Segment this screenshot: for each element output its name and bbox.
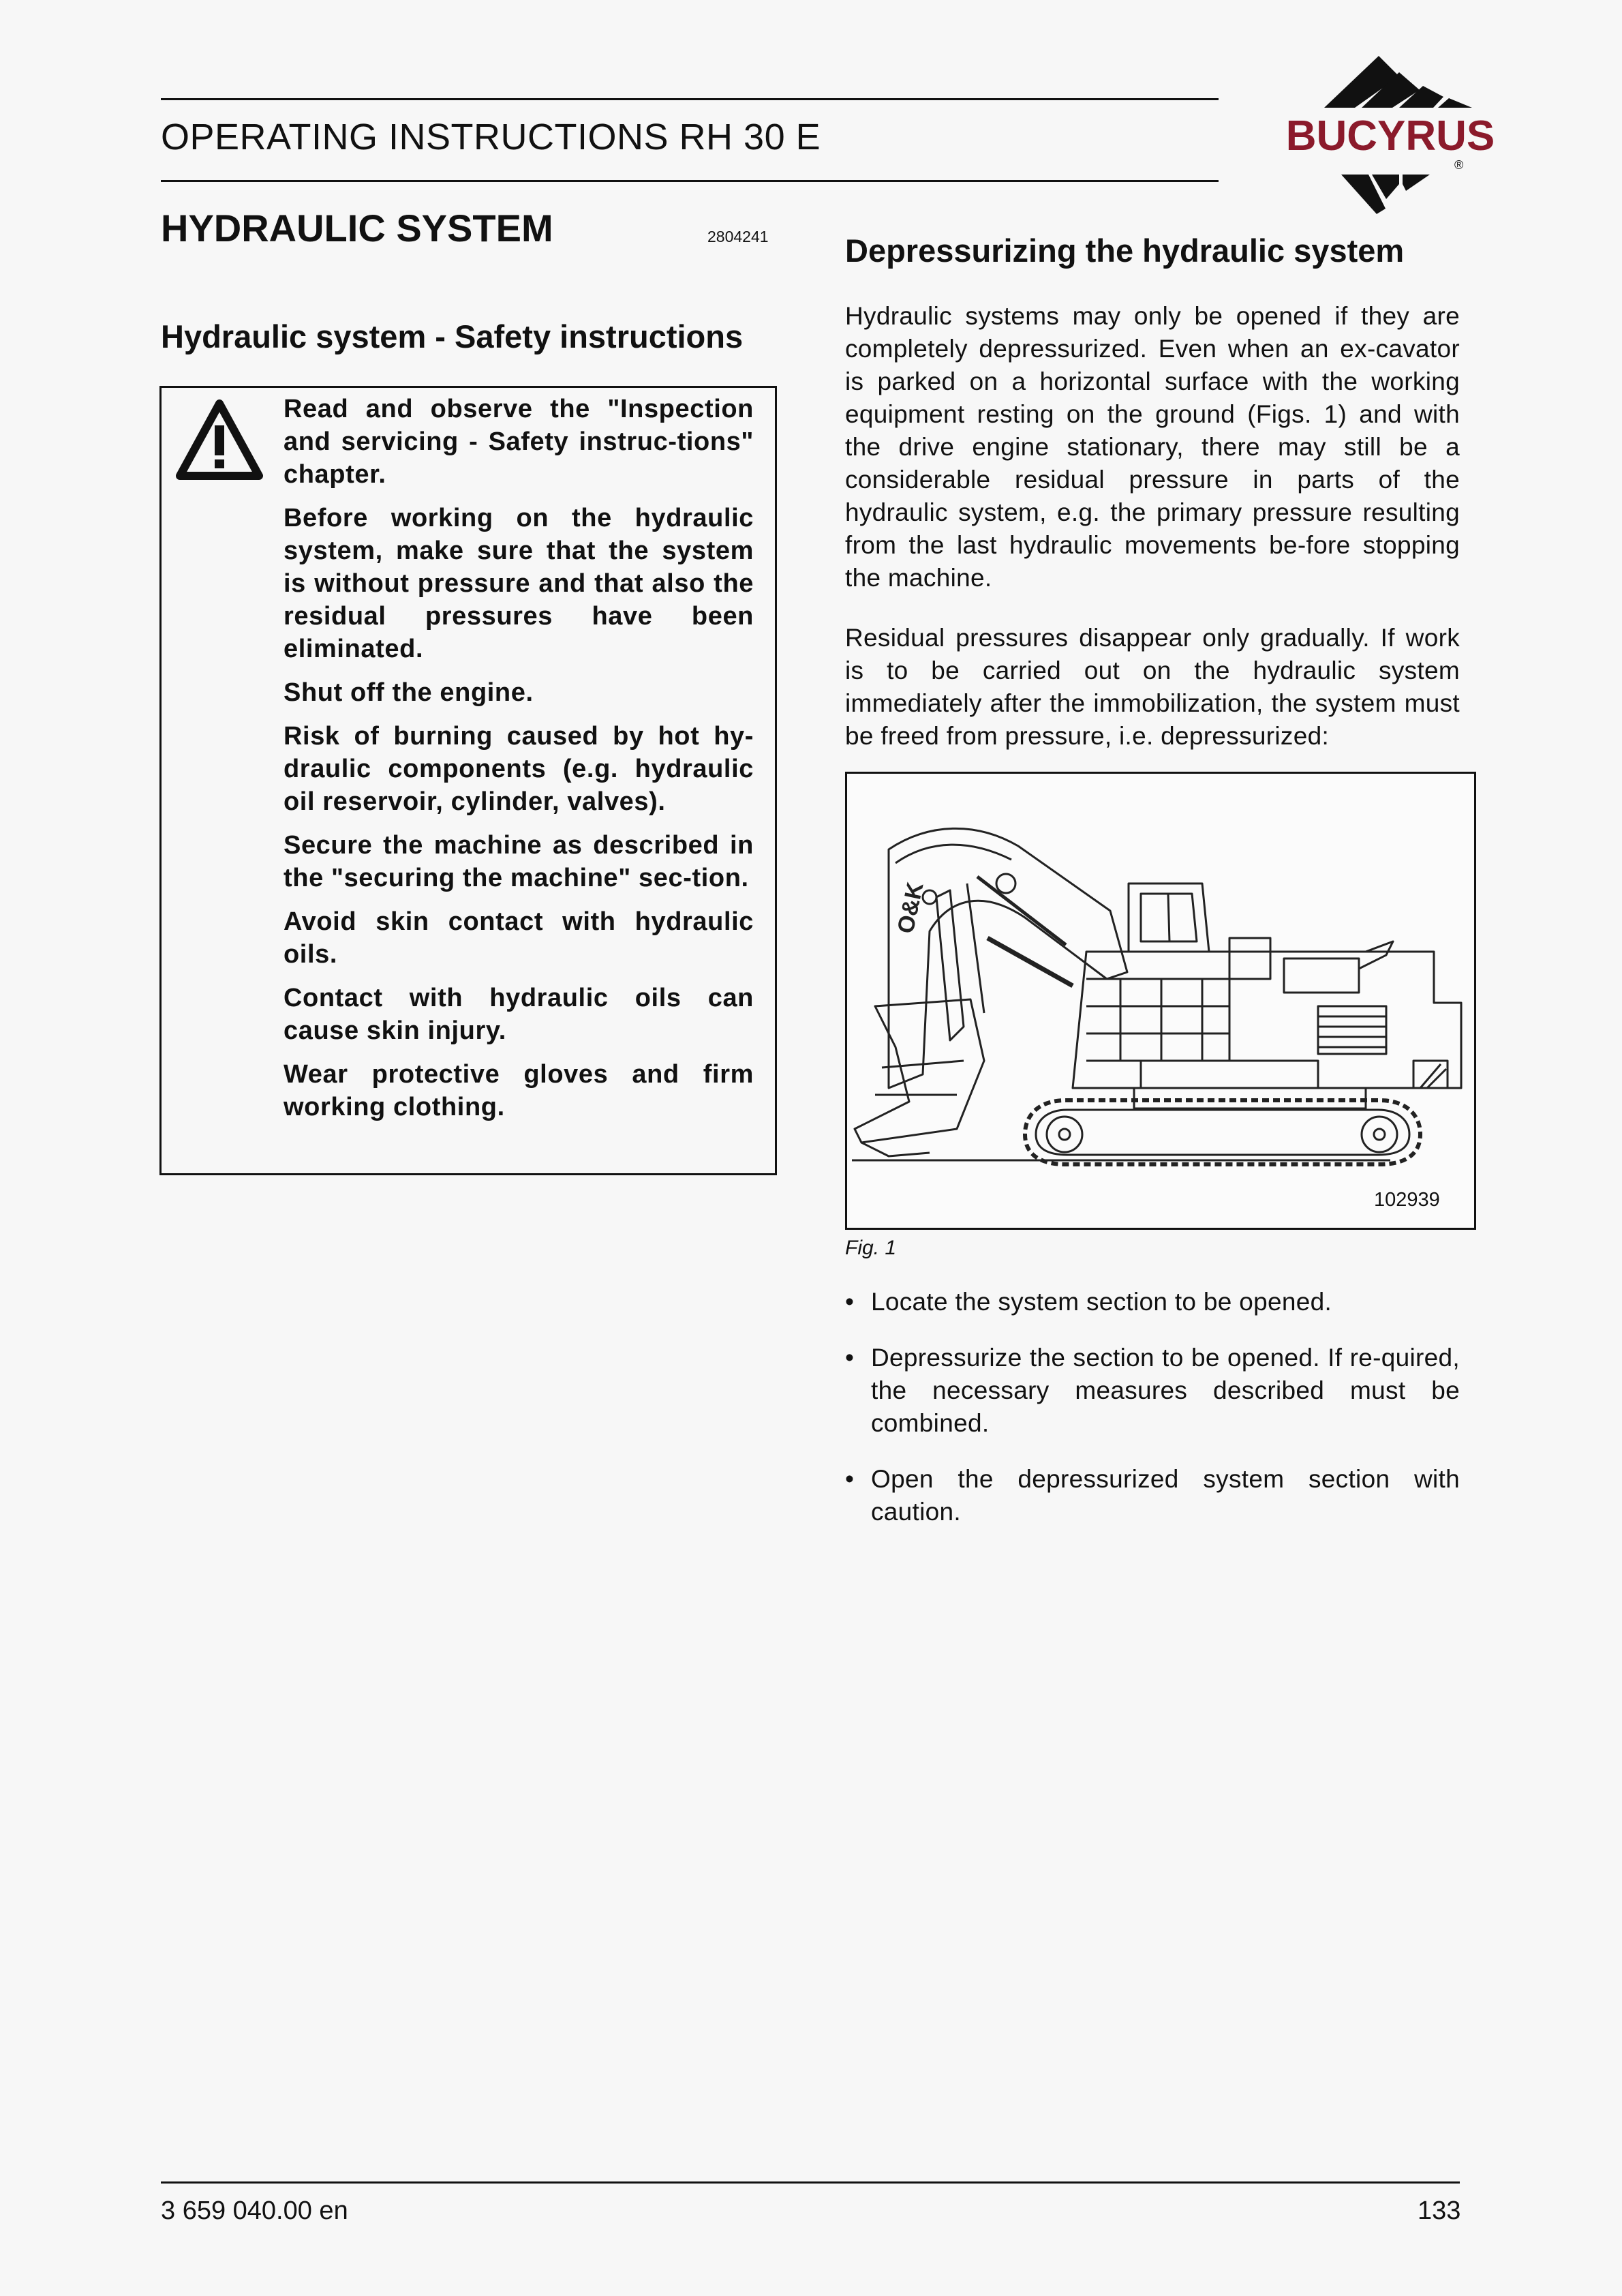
page-number: 133 [1418,2196,1461,2225]
bullet-text: Open the depressurized system section with caution. [871,1465,1460,1526]
bullet-item [845,1342,1460,1440]
bullet-symbol: • [845,1344,855,1372]
safety-item: Wear protective gloves and firm working clothing. [284,1060,754,1121]
bullet-symbol: • [845,1465,855,1493]
safety-item: Shut off the engine. [284,678,534,707]
body-paragraph: Hydraulic systems may only be opened if they are completely depressurized. Even when an ex-cavator is parked on a horizontal surface with the working equipment resting on the ground (Figs. 1) and with the drive engine stationary, there may still be a considerable residual pressure in parts of the hydraulic system, e.g. the primary pressure resulting from the last hydraulic movements be-fore stopping the machine. [845,302,1460,592]
safety-list [284,393,754,1134]
bullet-item [845,1286,1460,1318]
bullet-item [845,1463,1460,1528]
bullet-text: Depressurize the section to be opened. If re-quired, the necessary measures described must be combined. [871,1344,1460,1437]
safety-item: Read and observe the "Inspection and servicing - Safety instruc-tions" chapter. [284,395,754,489]
safety-subtitle: Hydraulic system - Safety instructions [161,318,744,354]
logo-registered: ® [1454,158,1464,172]
bucyrus-logo [1259,55,1518,218]
footer-rule [161,2181,1460,2184]
figure-caption: Fig. 1 [845,1237,897,1259]
header-rule-bottom [161,180,1219,182]
figure-id: 102939 [1374,1189,1440,1211]
warning-triangle-icon [176,399,263,480]
safety-item: Before working on the hydraulic system, make sure that the system is without pressure and that also the residual pressures have been eliminated. [284,504,754,663]
header-rule-top [161,98,1219,100]
excavator-illustration [848,774,1473,1170]
safety-item: Secure the machine as described in the "securing the machine" sec-tion. [284,831,754,892]
safety-item: Contact with hydraulic oils can cause skin injury. [284,984,754,1045]
section-title: HYDRAULIC SYSTEM [161,207,553,250]
safety-item: Risk of burning caused by hot hy-draulic components (e.g. hydraulic oil reservoir, cylinder, valves). [284,722,754,816]
bullet-symbol: • [845,1288,855,1316]
depressurizing-subtitle: Depressurizing the hydraulic system [845,232,1405,269]
body-paragraph: Residual pressures disappear only gradually. If work is to be carried out on the hydraulic system immediately after the immobilization, the system must be freed from pressure, i.e. depressurized: [845,624,1460,750]
bullet-list [845,1286,1460,1552]
logo-text: BUCYRUS [1285,112,1495,160]
boom-text: O&K [892,879,929,936]
footer-document-number: 3 659 040.00 en [161,2196,348,2225]
safety-item: Avoid skin contact with hydraulic oils. [284,907,754,969]
header-title: OPERATING INSTRUCTIONS RH 30 E [161,117,821,157]
doc-number: 2804241 [707,228,769,245]
bullet-text: Locate the system section to be opened. [871,1288,1332,1316]
